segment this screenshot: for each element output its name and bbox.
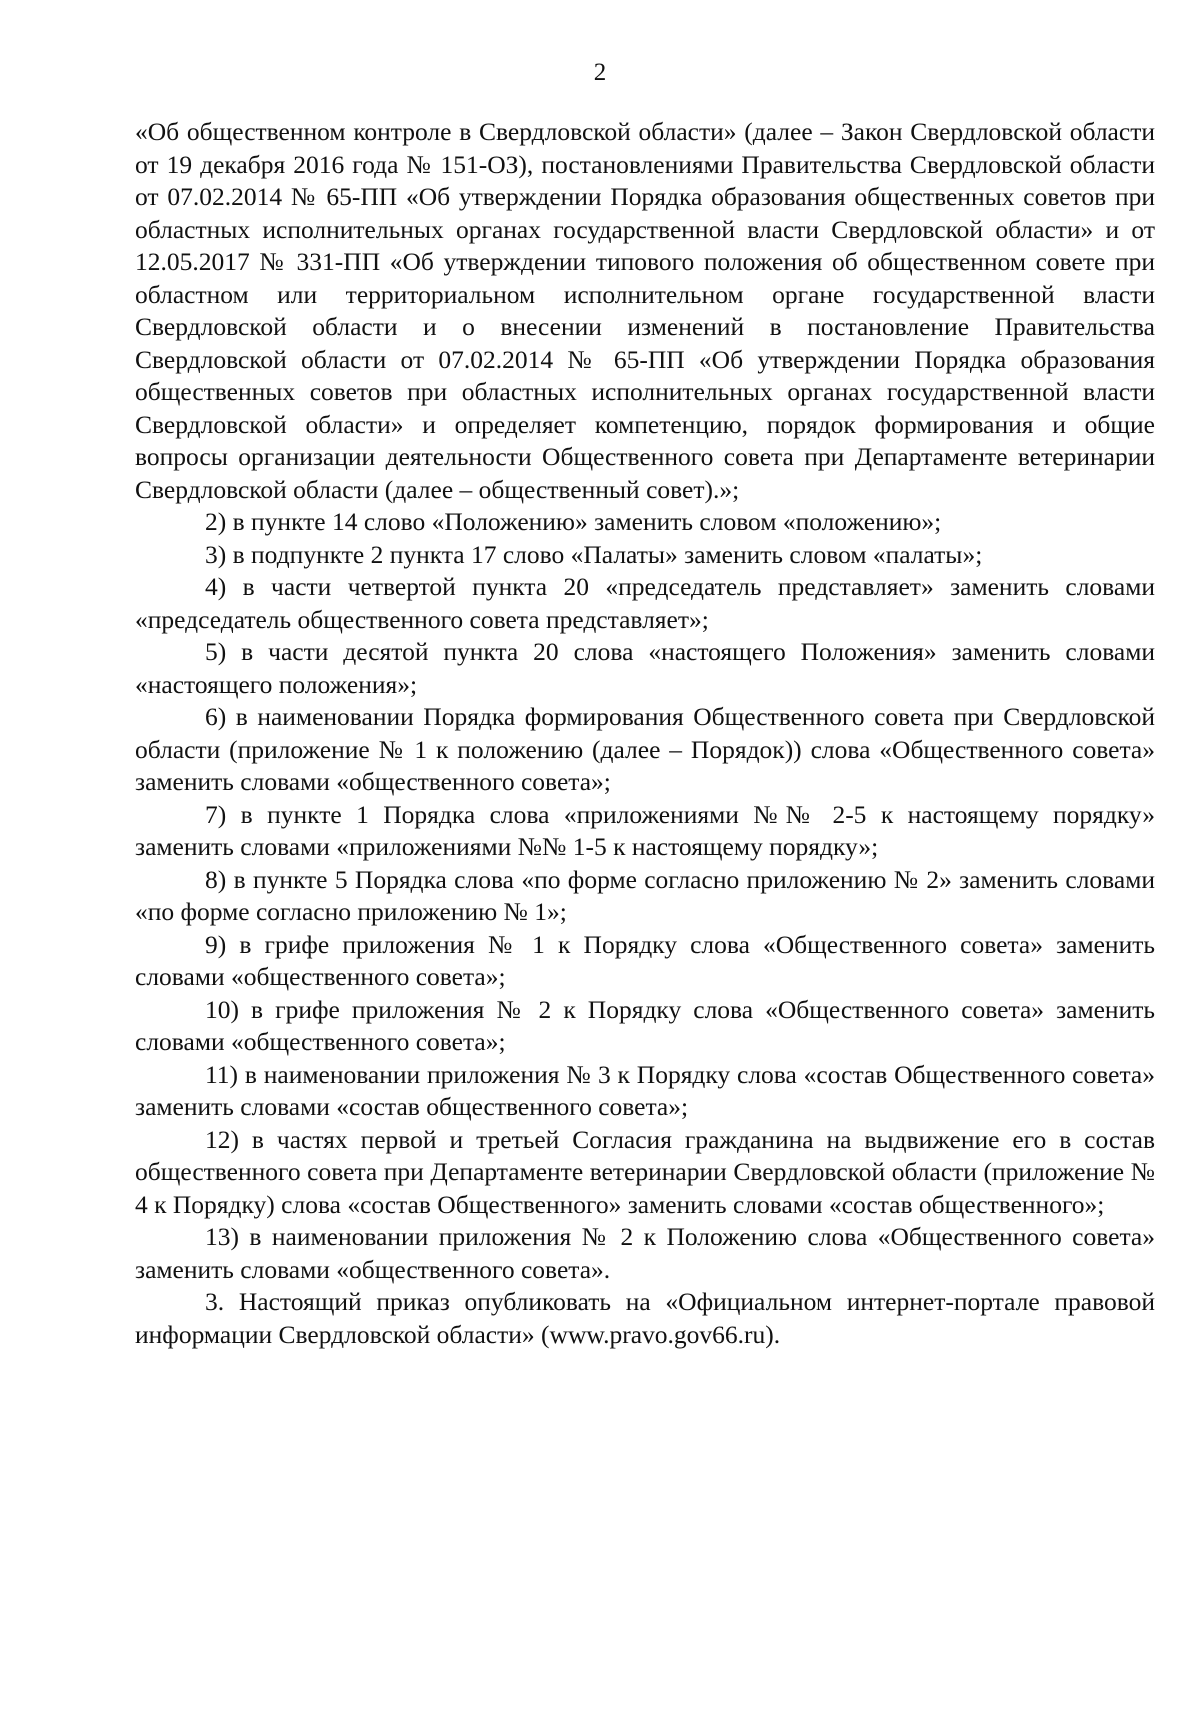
- list-item: 11) в наименовании приложения № 3 к Порядку слова «состав Общественного совета» заменить словами «состав общественного совета»;: [135, 1059, 1155, 1121]
- page-number: 2: [593, 59, 607, 86]
- list-item: 6) в наименовании Порядка формирования Общественного совета при Свердловской области (приложение № 1 к положению (далее – Порядок)) слова «Общественного совета» заменить словами «общественного совета»;: [135, 702, 1155, 796]
- list-item: 10) в грифе приложения № 2 к Порядку слова «Общественного совета» заменить словами «общественного совета»;: [135, 994, 1155, 1056]
- list-item: 9) в грифе приложения № 1 к Порядку слова «Общественного совета» заменить словами «общественного совета»;: [135, 929, 1155, 991]
- list-item: 12) в частях первой и третьей Согласия гражданина на выдвижение его в состав общественного совета при Департаменте ветеринарии Свердловской области (приложение № 4 к Порядку) слова «состав Общественного» заменить словами «состав общественного»;: [135, 1124, 1155, 1219]
- list-item: 3) в подпункте 2 пункта 17 слово «Палаты» заменить словом «палаты»;: [205, 539, 983, 569]
- list-item: 2) в пункте 14 слово «Положению» заменить словом «положению»;: [205, 507, 942, 536]
- list-item: 7) в пункте 1 Порядка слова «приложениями №№ 2-5 к настоящему порядку» заменить словами «приложениями №№ 1-5 к настоящему порядку»;: [135, 799, 1155, 861]
- paragraph-continuation: «Об общественном контроле в Свердловской области» (далее – Закон Свердловской области от 19 декабря 2016 года № 151-ОЗ), постановлениями Правительства Свердловской области от 07.02.2014 № 65-ПП «Об утверждении Порядка образования общественных советов при областных исполнительных органах государственной власти Свердловской области» и от 12.05.2017 № 331-ПП «Об утверждении типового положения об общественном совете при областном или территориальном исполнительном органе государственной власти Свердловской области и о внесении изменений в постановление Правительства Свердловской области от 07.02.2014 № 65-ПП «Об утверждении Порядка образования общественных советов при областных исполнительных органах государственной власти Свердловской области» и определяет компетенцию, порядок формирования и общие вопросы организации деятельности Общественного совета при Департаменте ветеринарии Свердловской области (далее – общественный совет).»;: [135, 117, 1155, 504]
- publication-clause: 3. Настоящий приказ опубликовать на «Официальном интернет-портале правовой информации Свердловской области» (www.pravo.gov66.ru).: [135, 1287, 1155, 1349]
- list-item: 4) в части четвертой пункта 20 «председатель представляет» заменить словами «председатель общественного совета представляет»;: [135, 572, 1155, 634]
- list-item: 5) в части десятой пункта 20 слова «настоящего Положения» заменить словами «настоящего положения»;: [135, 637, 1155, 699]
- document-body: [135, 116, 1155, 1351]
- list-item: 8) в пункте 5 Порядка слова «по форме согласно приложению № 2» заменить словами «по форме согласно приложению № 1»;: [135, 864, 1155, 926]
- list-item: 13) в наименовании приложения № 2 к Положению слова «Общественного совета» заменить словами «общественного совета».: [135, 1222, 1155, 1284]
